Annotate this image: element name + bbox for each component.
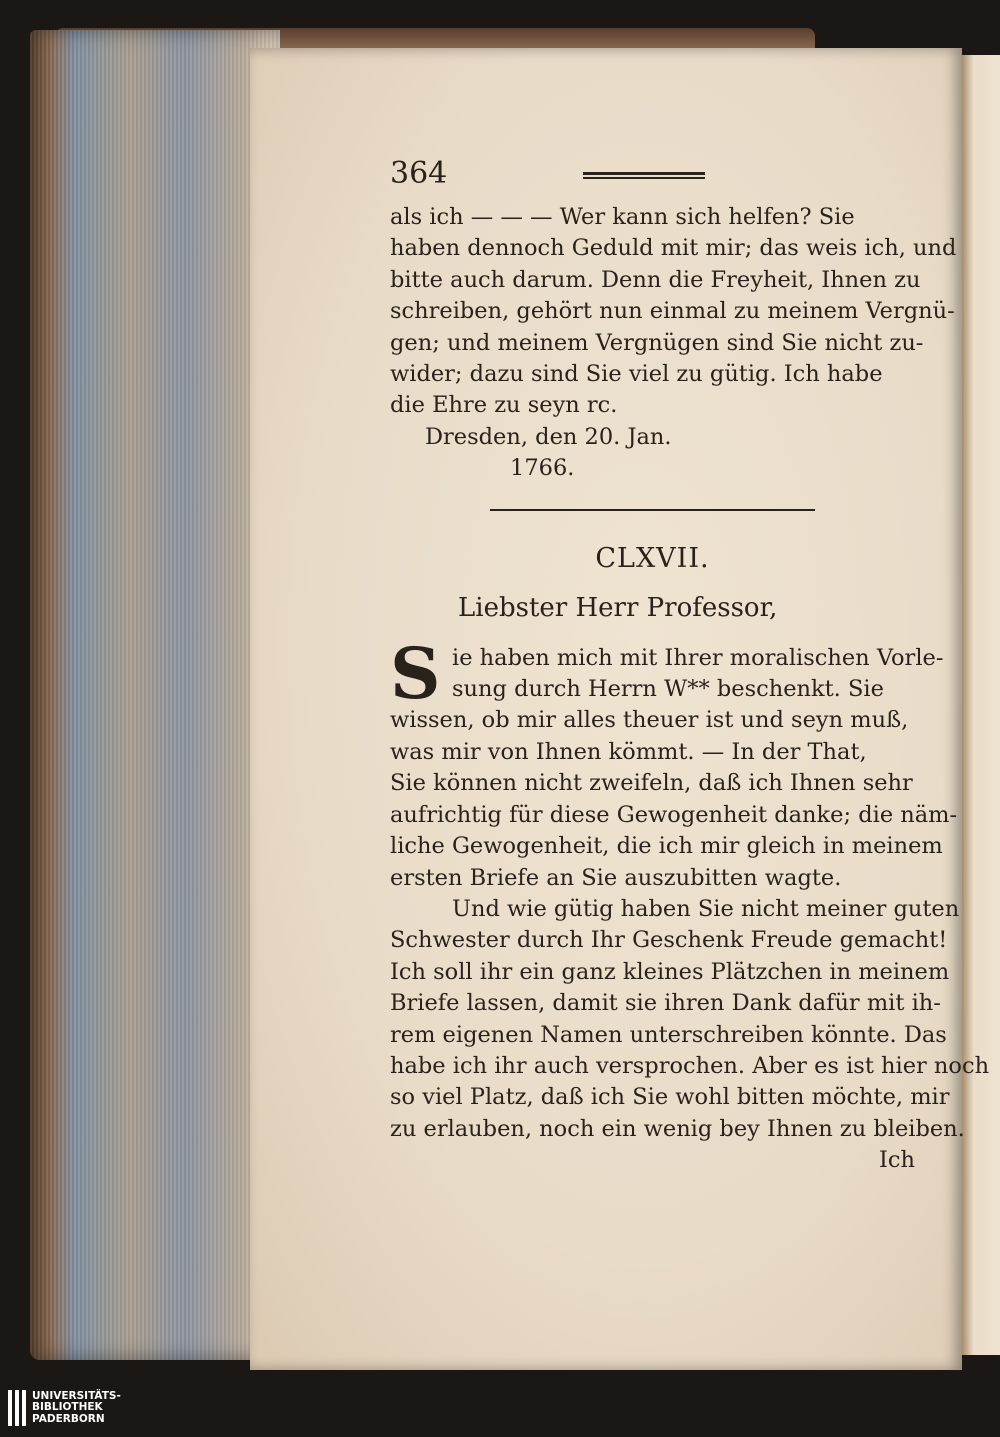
text-line: zu erlauben, noch ein wenig bey Ihnen zu bleiben. (390, 1115, 965, 1142)
text-line: liche Gewogenheit, die ich mir gleich in meinem (390, 833, 943, 860)
text-line: so viel Platz, daß ich Sie wohl bitten möchte, mir (390, 1084, 950, 1111)
catchword-line (390, 1145, 915, 1176)
text-line: Und wie gütig haben Sie nicht meiner guten (452, 895, 960, 922)
year: 1766. (510, 455, 575, 482)
text-line: habe ich ihr auch versprochen. Aber es ist hier noch (390, 1052, 990, 1079)
text-line: schreiben, gehört nun einmal zu meinem Vergnü- (390, 298, 955, 325)
logo-line-2: BIBLIOTHEK (32, 1401, 103, 1414)
catchword: Ich (879, 1147, 915, 1174)
paragraph-2 (390, 894, 990, 1145)
paragraph-1 (390, 631, 958, 894)
text-line: aufrichtig für diese Gewogenheit danke; die näm- (390, 801, 958, 828)
text-line: ie haben mich mit Ihrer moralischen Vorle- (452, 644, 944, 671)
facing-page-edge (962, 55, 1000, 1355)
text-line: haben dennoch Geduld mit mir; das weis ich, und (390, 235, 957, 262)
text-line: rem eigenen Namen unterschreiben könnte. Das (390, 1021, 947, 1048)
text-line: Sie können nicht zweifeln, daß ich Ihnen sehr (390, 770, 913, 797)
book-fore-edge (30, 30, 280, 1360)
logo-line-1: UNIVERSITÄTS- (32, 1389, 121, 1402)
page-number: 364 (390, 156, 448, 191)
letter-number: CLXVII. (595, 542, 710, 574)
text-line: wider; dazu sind Sie viel zu gütig. Ich habe (390, 361, 883, 388)
text-line: wissen, ob mir alles theuer ist und seyn muß, (390, 707, 909, 734)
text-line: Briefe lassen, damit sie ihren Dank dafür mit ih- (390, 990, 941, 1017)
text-line: bitte auch darum. Denn die Freyheit, Ihnen zu (390, 266, 921, 293)
text-line: als ich — — — Wer kann sich helfen? Sie (390, 204, 855, 230)
place-date: Dresden, den 20. Jan. (425, 423, 672, 450)
logo-line-3: PADERBORN (32, 1412, 105, 1425)
text-line: ersten Briefe an Sie auszubitten wagte. (390, 864, 842, 891)
section-rule (490, 509, 815, 511)
text-line: gen; und meinem Vergnügen sind Sie nicht zu- (390, 329, 924, 356)
text-line: die Ehre zu seyn rc. (390, 392, 618, 419)
header-rule (583, 172, 705, 179)
text-line: was mir von Ihnen kömmt. — In der That, (390, 738, 867, 765)
running-header (390, 150, 915, 202)
logo-bars-icon (8, 1390, 26, 1426)
letter-closing (390, 202, 957, 422)
text-line: Ich soll ihr ein ganz kleines Plätzchen in meinem (390, 958, 950, 985)
text-line: sung durch Herrn W** beschenkt. Sie (452, 676, 884, 703)
drop-cap: S (390, 631, 441, 715)
salutation: Liebster Herr Professor, (458, 592, 778, 623)
text-line: Schwester durch Ihr Geschenk Freude gemacht! (390, 927, 948, 954)
page-text (390, 150, 990, 1177)
library-logo (8, 1390, 121, 1426)
